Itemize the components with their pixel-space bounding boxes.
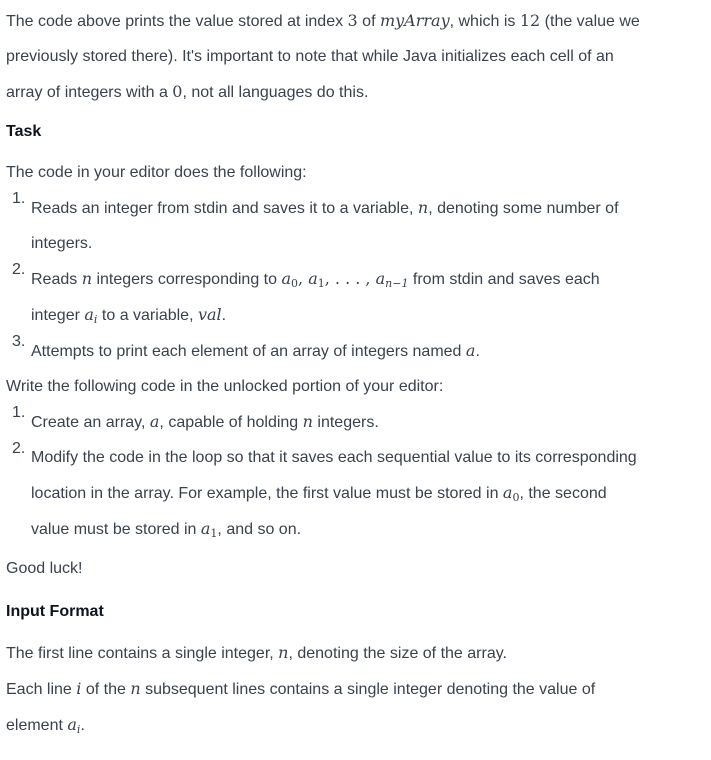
good-luck: Good luck! [6,560,83,577]
text: , the second [519,485,607,502]
text: integers. [312,414,379,431]
text: (the value we [540,13,640,30]
math-index: 3 [347,11,358,30]
task-heading: Task [6,123,42,140]
math-val: val [197,305,222,324]
text: Attempts to print each element of an array of integers named [31,343,466,360]
math-a: a [308,269,318,288]
text: The first line contains a single integer, [6,645,279,662]
list-line [31,511,705,547]
text: Reads an integer from stdin and saves it to a variable, [31,200,418,217]
list-line: integers. [31,235,93,252]
math-n: n [417,198,429,217]
input-line-2 [6,671,705,707]
text: from stdin and saves each [408,271,600,288]
text: , which is [449,13,520,30]
text: , not all languages do this. [182,84,369,101]
subscript: 0 [291,277,299,290]
list-number: 2. [12,261,26,278]
text: Reads [31,271,82,288]
math-a: a [67,715,77,734]
list-line [31,190,705,226]
text: location in the array. For example, the first value must be stored in [31,485,503,502]
text: to a variable, [97,307,198,324]
math-a: a [200,519,211,538]
text: , denoting the size of the array. [288,645,507,662]
text: , denoting some number of [428,200,619,217]
text: . [80,717,85,734]
math-n: n [130,679,141,698]
input-format-heading: Input Format [6,603,104,620]
math-n: n [278,643,289,662]
text: subsequent lines contains a single integer denoting the value of [140,681,596,698]
subscript: n−1 [385,277,409,290]
write-instruction: Write the following code in the unlocked portion of your editor: [6,378,444,395]
list-number: 2. [12,440,26,457]
text: of [357,13,380,30]
list-item [6,190,705,261]
input-line-1 [6,635,705,671]
text: Each line [6,681,77,698]
list-item [6,261,705,333]
math-dots: , . . . , [324,269,376,288]
list-line [31,404,705,440]
math-a: a [84,305,94,324]
list-number: 1. [12,190,26,207]
math-myarray: myArray [379,11,450,30]
list-line: Modify the code in the loop so that it saves each sequential value to its corresponding [31,449,637,466]
math-a: a [465,341,476,360]
task-steps-list [6,190,705,369]
text: Create an array, [31,414,150,431]
text: . [221,307,227,324]
list-number: 1. [12,404,26,421]
input-line-3 [6,707,705,743]
text: , and so on. [217,521,302,538]
math-a: a [375,269,386,288]
subscript: i [93,313,98,326]
list-line [31,297,705,333]
subscript: 1 [210,527,218,540]
text: of the [81,681,131,698]
text: integers corresponding to [92,271,282,288]
math-n: n [302,412,313,431]
math-value: 12 [519,11,541,30]
write-steps-list [6,404,705,547]
list-item [6,440,705,547]
text: The code above prints the value stored at index [6,13,348,30]
list-item [6,404,705,440]
math-a: a [502,483,513,502]
text: array of integers with a [6,84,173,101]
math-i: i [76,679,82,698]
text: . [475,343,480,360]
intro-line-2: previously stored there). It's important to note that while Java initializes each cell of an [6,48,614,65]
subscript: 1 [317,277,325,290]
list-line [31,333,705,369]
math-zero: 0 [172,82,183,101]
subscript: 0 [512,491,520,504]
intro-line-1 [6,3,705,39]
task-intro: The code in your editor does the following: [6,164,307,181]
math-a: a [149,412,160,431]
list-item [6,333,705,369]
problem-statement [0,3,711,743]
math-n: n [81,269,93,288]
list-line: Reads n integers corresponding to $a_0$, $a_1$, . . . , $a_{n-1}$ from stdin and saves each [31,269,600,290]
intro-line-3 [6,74,705,110]
text: , capable of holding [159,414,303,431]
math-a: a [281,269,292,288]
list-number: 3. [12,333,26,350]
text: element [6,717,68,734]
text: integer [31,307,85,324]
subscript: i [76,723,81,736]
text: value must be stored in [31,521,201,538]
list-line [31,475,705,511]
